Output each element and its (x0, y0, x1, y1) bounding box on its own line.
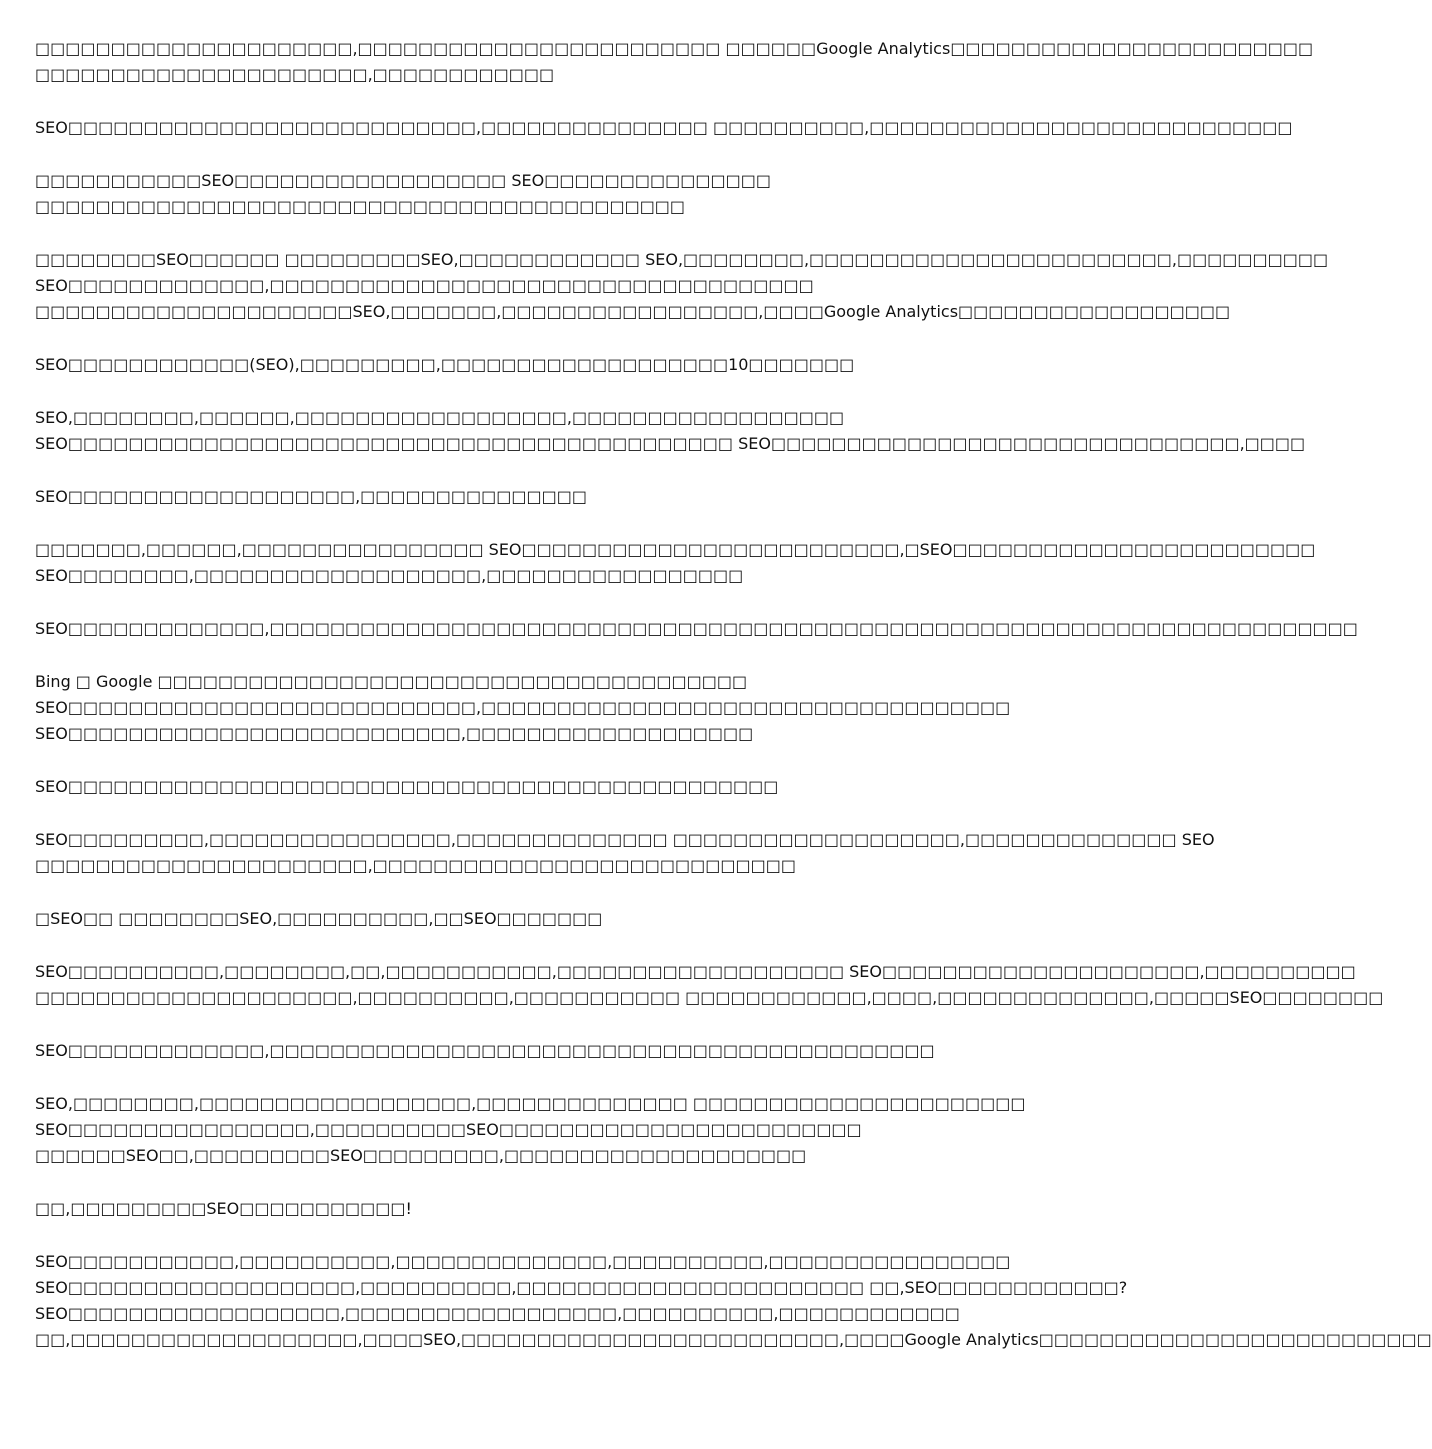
paragraph-line: SEO□□□□□□□□□□□□□,□□□□□□□□□□□□□□□□□□□□□□□□□□□□□□□□□□□□□□□□□□□□ (35, 1041, 935, 1060)
paragraph-line: □□□□□□□□□□□□□□□□□□□□□□,□□□□□□□□□□□□ (35, 65, 555, 84)
paragraph-line: □□□□□□□□SEO□□□□□□ □□□□□□□□□SEO,□□□□□□□□□□□□ SEO,□□□□□□□□,□□□□□□□□□□□□□□□□□□□□□□□□,□□□□□□□□□□ (35, 250, 1329, 269)
paragraph (35, 484, 994, 510)
paragraph (35, 247, 1329, 325)
paragraph-line: SEO□□□□□□□□□□□□□□□□□□□,□□□□□□□□□□,□□□□□□□□□□□□□□□□□□□□□□□ □□,SEO□□□□□□□□□□□□? (35, 1278, 1128, 1297)
paragraph-line: SEO,□□□□□□□□,□□□□□□□□□□□□□□□□□□,□□□□□□□□□□□□□□ □□□□□□□□□□□□□□□□□□□□□□ (35, 1094, 1026, 1113)
paragraph (35, 352, 994, 378)
paragraph-line: SEO□□□□□□□□□□□□(SEO),□□□□□□□□□,□□□□□□□□□□□□□□□□□□□10□□□□□□□ (35, 355, 855, 374)
paragraph-line: □SEO□□ □□□□□□□□SEO,□□□□□□□□□□,□□SEO□□□□□□□ (35, 909, 603, 928)
paragraph (35, 1249, 1432, 1353)
paragraph-line: SEO□□□□□□□□,□□□□□□□□□□□□□□□□□□□,□□□□□□□□□□□□□□□□□ (35, 566, 744, 585)
paragraph-line: □□□□□□□□□□□□□□□□□□□□□SEO,□□□□□□□,□□□□□□□□□□□□□□□□□,□□□□Google Analytics□□□□□□□□□□□□□□□□□□ (35, 302, 1231, 321)
paragraph-line: □□□□□□□□□□□□□□□□□□□□□,□□□□□□□□□□□□□□□□□□□□□□□□ □□□□□□Google Analytics□□□□□□□□□□□□□□□□□□□□□□□□ (35, 39, 1314, 58)
paragraph-line: SEO□□□□□□□□□□□□□□□□□□□□□□□□□□□□□□□□□□□□□□□□□□□□□□□ (35, 777, 779, 796)
paragraph (35, 774, 994, 800)
paragraph-line: SEO□□□□□□□□□□□□□,□□□□□□□□□□□□□□□□□□□□□□□□□□□□□□□□□□□□ (35, 276, 814, 295)
paragraph-line: SEO□□□□□□□□□□□□□□□□,□□□□□□□□□□SEO□□□□□□□□□□□□□□□□□□□□□□□□ (35, 1120, 862, 1139)
paragraph-line: □□□□□□SEO□□,□□□□□□□□□SEO□□□□□□□□□,□□□□□□□□□□□□□□□□□□□□ (35, 1146, 807, 1165)
paragraph (35, 959, 1384, 1011)
paragraph-line: SEO□□□□□□□□□□□,□□□□□□□□□□,□□□□□□□□□□□□□□,□□□□□□□□□□,□□□□□□□□□□□□□□□□ (35, 1252, 1011, 1271)
paragraph-line: SEO□□□□□□□□□□,□□□□□□□□,□□,□□□□□□□□□□□,□□□□□□□□□□□□□□□□□□□ SEO□□□□□□□□□□□□□□□□□□□□□,□□□□□□□□□□ (35, 962, 1356, 981)
paragraph-line: SEO□□□□□□□□□□□□□□□□□□□□□□□□□□□,□□□□□□□□□□□□□□□ □□□□□□□□□□,□□□□□□□□□□□□□□□□□□□□□□□□□□□□ (35, 118, 1293, 137)
paragraph (35, 168, 994, 220)
paragraph (35, 1196, 994, 1222)
paragraph (35, 827, 1215, 879)
paragraph (35, 405, 1306, 457)
paragraph-line: □□□□□□□□□□□SEO□□□□□□□□□□□□□□□□□□ SEO□□□□□□□□□□□□□□□ (35, 171, 771, 190)
paragraph-line: □□,□□□□□□□□□□□□□□□□□□□,□□□□SEO,□□□□□□□□□□□□□□□□□□□□□□□□□,□□□□Google Analytics□□□□□□□□□□□□□□□□□□□□□□□□□□ (35, 1330, 1432, 1349)
paragraph-line: SEO□□□□□□□□□□□□□□□□□□,□□□□□□□□□□□□□□□□□□,□□□□□□□□□□,□□□□□□□□□□□□ (35, 1304, 960, 1323)
paragraph (35, 906, 994, 932)
paragraph (35, 115, 1293, 141)
paragraph-line: SEO□□□□□□□□□□□□□□□□□□□□□□□□□□□□□□□□□□□□□□□□□□□□ SEO□□□□□□□□□□□□□□□□□□□□□□□□□□□□□□□,□□□□ (35, 434, 1306, 453)
paragraph-line: SEO□□□□□□□□□□□□□□□□□□□□□□□□□□,□□□□□□□□□□□□□□□□□□□ (35, 724, 754, 743)
paragraph (35, 1038, 994, 1064)
paragraph-line: □□□□□□□□□□□□□□□□□□□□□□,□□□□□□□□□□□□□□□□□□□□□□□□□□□□ (35, 856, 796, 875)
paragraph-line: □□,□□□□□□□□□SEO□□□□□□□□□□□! (35, 1199, 412, 1218)
paragraph-line: SEO□□□□□□□□□□□□□□□□□□□,□□□□□□□□□□□□□□□ (35, 487, 587, 506)
document-body (35, 36, 1432, 1353)
paragraph (35, 669, 1011, 747)
paragraph-line: SEO□□□□□□□□□,□□□□□□□□□□□□□□□□,□□□□□□□□□□□□□□ □□□□□□□□□□□□□□□□□□□,□□□□□□□□□□□□□□ SEO (35, 830, 1215, 849)
paragraph-line: Bing □ Google □□□□□□□□□□□□□□□□□□□□□□□□□□□□□□□□□□□□□□□ (35, 672, 748, 691)
paragraph-line: □□□□□□□□□□□□□□□□□□□□□,□□□□□□□□□□,□□□□□□□□□□□ □□□□□□□□□□□□,□□□□,□□□□□□□□□□□□□□,□□□□□SEO□□□□□□□□ (35, 988, 1384, 1007)
paragraph-line: SEO□□□□□□□□□□□□□,□□□□□□□□□□□□□□□□□□□□□□□□□□□□□□□□□□□□□□□□□□□□□□□□□□□□□□□□□□□□□□□□□□□□□□□□ (35, 619, 1358, 638)
paragraph (35, 36, 1314, 88)
paragraph (35, 1091, 1026, 1169)
paragraph-line: SEO□□□□□□□□□□□□□□□□□□□□□□□□□□□,□□□□□□□□□□□□□□□□□□□□□□□□□□□□□□□□□□□ (35, 698, 1011, 717)
paragraph (35, 537, 1316, 589)
paragraph (35, 616, 1358, 642)
paragraph-line: □□□□□□□,□□□□□□,□□□□□□□□□□□□□□□□ SEO□□□□□□□□□□□□□□□□□□□□□□□□□,□SEO□□□□□□□□□□□□□□□□□□□□□□□□ (35, 540, 1316, 559)
paragraph-line: SEO,□□□□□□□□,□□□□□□,□□□□□□□□□□□□□□□□□□,□□□□□□□□□□□□□□□□□□ (35, 408, 845, 427)
paragraph-line: □□□□□□□□□□□□□□□□□□□□□□□□□□□□□□□□□□□□□□□□□□□ (35, 197, 686, 216)
